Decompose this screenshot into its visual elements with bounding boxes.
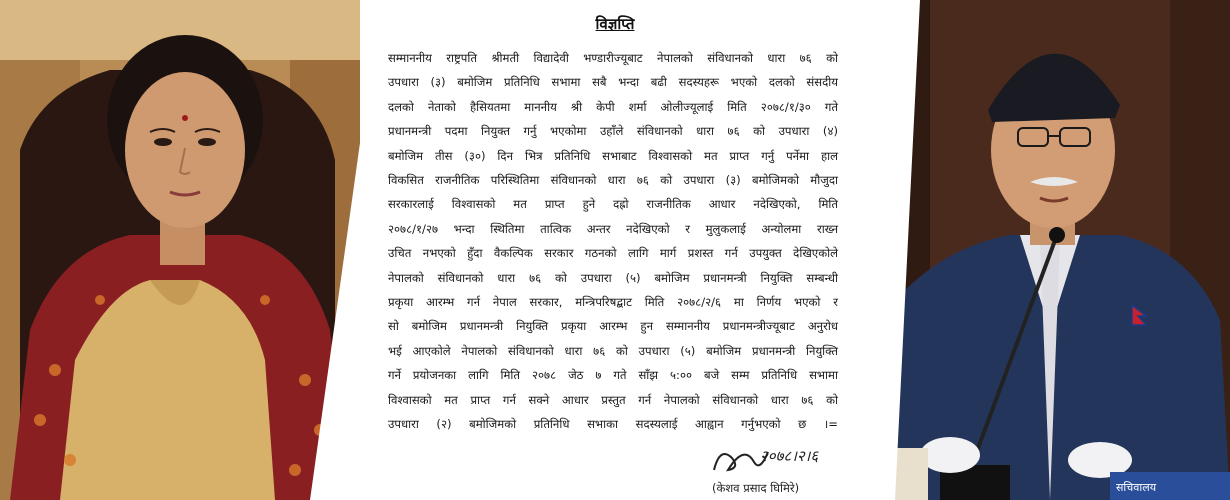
notice-line: प्रकृया आरम्भ गर्न नेपाल सरकार, मन्त्रिपरिषद्बाट मिति २०७८/२/६ मा निर्णय भएको र bbox=[388, 295, 838, 310]
signature-date: २०७८।२।६ bbox=[760, 447, 819, 465]
notice-line: नेपालको संविधानको धारा ७६ को उपधारा (५) बमोजिम प्रधानमन्त्री नियुक्ति सम्बन्धी bbox=[388, 270, 838, 285]
prime-minister-photo bbox=[870, 0, 1230, 500]
notice-line: बमोजिम तीस (३०) दिन भित्र प्रतिनिधि सभाबाट विश्वासको मत प्राप्त गर्नु पर्नेमा हाल bbox=[388, 148, 838, 163]
notice-line: प्रधानमन्त्री पदमा नियुक्त गर्नु भएकोमा उहाँले संविधानको धारा ७६ को उपधारा (४) bbox=[388, 124, 838, 139]
president-portrait-illustration bbox=[0, 0, 360, 500]
signatory-name: (केशव प्रसाद घिमिरे) bbox=[712, 481, 800, 495]
notice-line: २०७८/१/२७ भन्दा स्थितिमा तात्विक अन्तर नदेखिएको र मुलुकलाई अन्योलमा राख्न bbox=[388, 221, 838, 236]
notice-line: विकसित राजनीतिक परिस्थितिमा संविधानको धारा ७६ को उपधारा (३) बमोजिमको मौजुदा bbox=[388, 173, 838, 188]
notice-line: सो बमोजिम प्रधानमन्त्री नियुक्ति प्रकृया आरम्भ हुन सम्माननीय प्रधानमन्त्रीज्यूबाट अनुरोध bbox=[388, 319, 838, 334]
notice-line: भई आएकोले नेपालको संविधानको धारा ७६ को उपधारा (५) बमोजिम प्रधानमन्त्री नियुक्ति bbox=[388, 343, 838, 358]
notice-body bbox=[388, 46, 838, 437]
notice-title: विज्ञप्ति bbox=[595, 15, 635, 33]
notice-line: विश्वासको मत प्राप्त गर्न सक्ने आधार प्रस्तुत गर्न नेपालको संविधानको धारा ७६ को bbox=[388, 392, 838, 407]
notice-line: दलको नेताको हैसियतमा माननीय श्री केपी शर्मा ओलीज्यूलाई मिति २०७८/१/३० गते bbox=[388, 99, 838, 114]
notice-line: सम्माननीय राष्ट्रपति श्रीमती विद्यादेवी भण्डारीज्यूबाट नेपालको संविधानको धारा ७६ को bbox=[388, 51, 838, 65]
notice-document bbox=[310, 0, 920, 500]
notice-line: उपधारा (२) बमोजिमको प्रतिनिधि सभाका सदस्यलाई आह्वान गर्नुभएको छ ।= bbox=[388, 417, 838, 432]
prime-minister-portrait-illustration bbox=[870, 0, 1230, 500]
notice-line: गर्ने प्रयोजनका लागि मिति २०७८ जेठ ७ गते साँझ ५:०० बजे सम्म प्रतिनिधि सभामा bbox=[388, 368, 838, 383]
podium-label: सचिवालय bbox=[1116, 481, 1157, 494]
president-photo bbox=[0, 0, 360, 500]
notice-line: उचित नभएको हुँदा वैकल्पिक सरकार गठनको लागि मार्ग प्रशस्त गर्न उपयुक्त देखिएकोले bbox=[388, 246, 838, 261]
notice-line: उपधारा (३) बमोजिम प्रतिनिधि सभामा सबै भन्दा बढी सदस्यहरू भएको दलको संसदीय bbox=[388, 75, 838, 90]
notice-line: सरकारलाई विश्वासको मत प्राप्त हुने दह्रो राजनीतिक आधार नदेखिएको, मिति bbox=[388, 197, 838, 212]
